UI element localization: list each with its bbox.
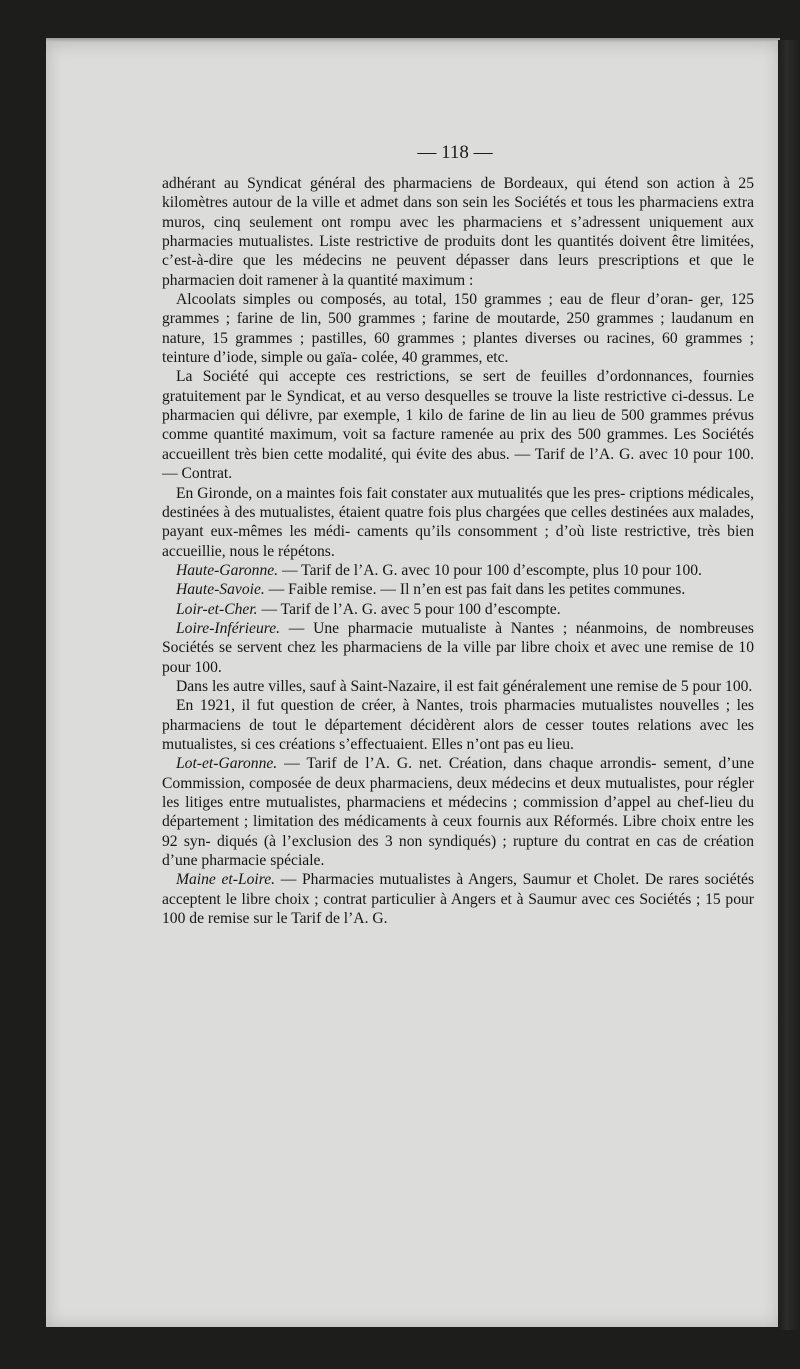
region-heading: Loir-et-Cher. (176, 600, 258, 618)
paragraph-gironde: En Gironde, on a maintes fois fait constater aux mutualités que les pres- criptions médicales, destinées à des mutualistes, étaient quatre fois plus chargées que celles destinées aux malades, payant eux-mêmes les médi- caments qu’ils consomment ; d’où liste restrictive, très bien accueillie, nous le répétons. (162, 484, 754, 560)
paragraph-alcoolats: Alcoolats simples ou composés, au total, 150 grammes ; eau de fleur d’oran- ger, 125 grammes ; farine de lin, 500 grammes ; farine de moutarde, 250 grammes ; laudanum en nature, 15 grammes ; pastilles, 60 grammes ; plantes diverses ou racines, 60 grammes ; teinture d’iode, simple ou gaïa- colée, 40 grammes, etc. (162, 291, 754, 367)
paragraph-text: — Faible remise. — Il n’en est pas fait dans les petites communes. (264, 581, 686, 599)
paragraph-text: — Pharmacies mutualistes à Angers, Saumur et Cholet. De rares sociétés acceptent le libre choix ; contrat particulier à Angers et à Saumur avec ces Sociétés ; 15 pour 100 de remise sur le Tarif de l’A. G. (162, 871, 755, 928)
region-heading: Lot-et-Garonne. (176, 755, 278, 773)
body-text (162, 174, 754, 928)
paragraph-lot-et-garonne (162, 754, 754, 870)
page-right-edge (778, 40, 800, 1330)
region-heading: Haute-Garonne. (176, 561, 279, 579)
paragraph-haute-savoie (162, 580, 754, 599)
paragraph-maine-et-loire (162, 870, 754, 928)
paragraph-text: — Tarif de l’A. G. avec 10 pour 100 d’escompte, plus 10 pour 100. (278, 561, 702, 579)
region-heading: Loire-Inférieure. (176, 619, 281, 637)
paragraph-societe-restrictions: La Société qui accepte ces restrictions, se sert de feuilles d’ordonnances, fournies gratuitement par le Syndicat, et au verso desquelles se trouve la liste restrictive ci-dessus. Le pharmacien qui délivre, par exemple, 1 kilo de farine de lin au lieu de 500 grammes prévus comme quantité maximum, voit sa facture ramenée au prix des 500 grammes. Les Sociétés accueillent très bien cette modalité, qui évite des abus. — Tarif de l’A. G. avec 10 pour 100. — Contrat. (162, 368, 754, 483)
paragraph-text: — Une pharmacie mutualiste à Nantes ; néanmoins, de nombreuses Sociétés se servent chez les pharmaciens de la ville par libre choix et avec une remise de 10 pour 100. (162, 619, 754, 676)
paragraph-autres-villes: Dans les autre villes, sauf à Saint-Nazaire, il est fait généralement une remise de 5 pour 100. (176, 677, 753, 695)
paragraph-1921: En 1921, il fut question de créer, à Nantes, trois pharmacies mutualistes nouvelles ; les pharmaciens de tout le département décidèrent alors de cesser toutes relations avec les mutualistes, si ces créations s’effectuaient. Elles n’ont pas eu lieu. (162, 697, 754, 753)
paragraph-text: — Tarif de l’A. G. avec 5 pour 100 d’escompte. (257, 600, 561, 618)
paragraph-loir-et-cher (162, 600, 754, 619)
paragraph-loire-inferieure (162, 619, 754, 677)
paragraph-haute-garonne (162, 561, 754, 580)
paragraph-bordeaux: adhérant au Syndicat général des pharmaciens de Bordeaux, qui étend son action à 25 kilomètres autour de la ville et admet dans son sein les Sociétés et tous les pharmaciens extra muros, cinq seulement ont rompu avec les pharmaciens et s’adressent uniquement aux pharmacies mutualistes. Liste restrictive de produits dont les quantités doivent être limitées, c’est-à-dire que les médecins ne peuvent dépasser dans leurs prescriptions et que le pharmacien doit ramener à la quantité maximum : (162, 175, 754, 289)
region-heading: Maine et-Loire. (176, 871, 276, 889)
region-heading: Haute-Savoie. (176, 581, 265, 599)
paragraph-text: — Tarif de l’A. G. net. Création, dans chaque arrondis- sement, d’une Commission, composée de deux pharmaciens, deux médecins et deux mutualistes, pour régler les litiges entre mutualistes, pharmaciens et médecins ; commission d’appel au chef-lieu du département ; limitation des médicaments à ceux fournis aux Réformés. Libre choix entre les 92 syn- diqués (à l’exclusion des 3 non syndiqués) ; rupture du contrat en cas de création d’une pharmacie spéciale. (162, 755, 754, 870)
page-number: — 118 — (417, 142, 493, 163)
